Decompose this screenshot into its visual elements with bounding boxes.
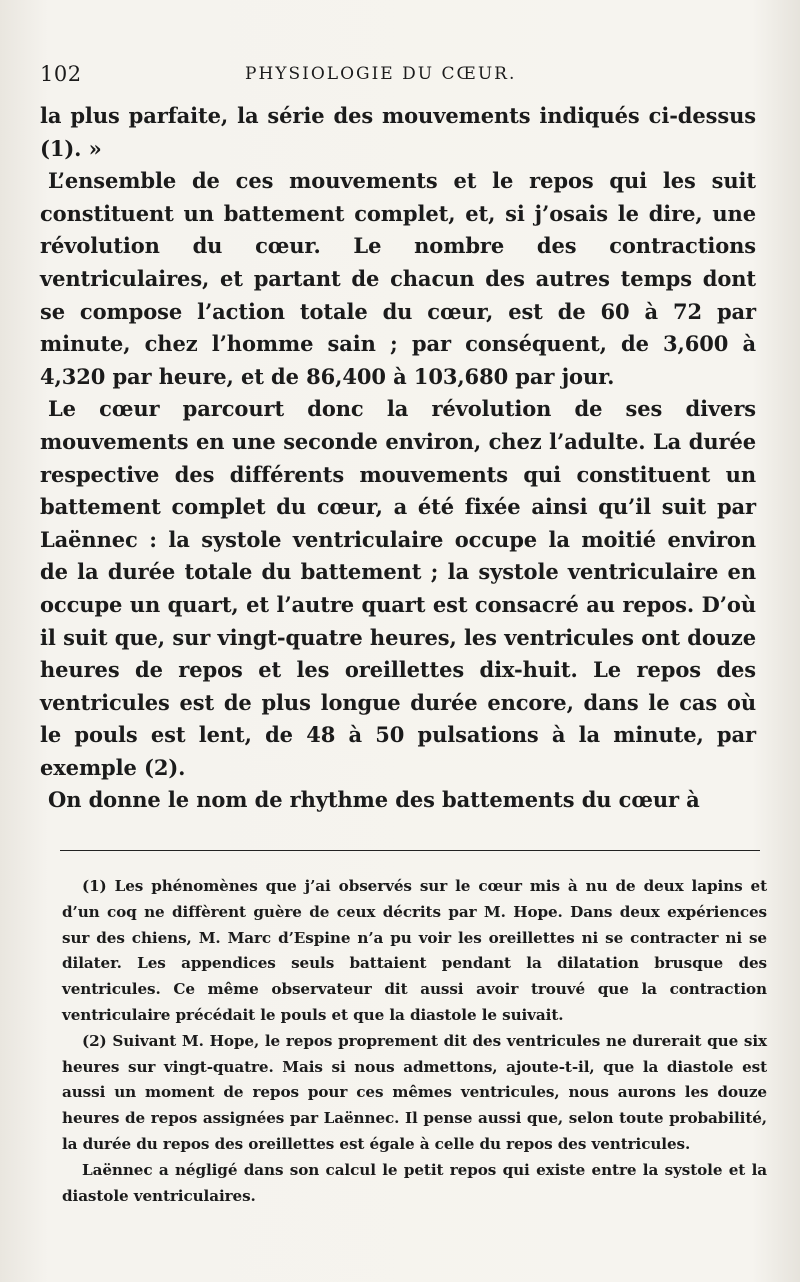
paragraph: Le cœur parcourt donc la révolution de ses divers mouvements en une seconde environ, chez l’adulte. La durée respective des différents mouvements qui constituent un battement complet du cœur, a été fixée ainsi qu’il suit par Laënnec : la systole ventriculaire occupe la moitié environ de la durée totale du battement ; la systole ventriculaire en occupe un quart, et l’autre quart est consacré au repos. D’où il suit que, sur vingt-quatre heures, les ventricules ont douze heures de repos et les oreillettes dix-huit. Le repos des ventricules est de plus longue durée encore, dans le cas où le pouls est lent, de 48 à 50 pulsations à la minute, par exemple (2).: [40, 396, 756, 780]
footnote: Laënnec a négligé dans son calcul le petit repos qui existe entre la systole et la diastole ventriculaires.: [62, 1160, 767, 1205]
paragraph: On donne le nom de rhythme des battements du cœur à: [48, 787, 700, 813]
footnote: (1) Les phénomènes que j’ai observés sur le cœur mis à nu de deux lapins et d’un coq ne diffèrent guère de ceux décrits par M. Hope. Dans deux expériences sur des chiens, M. Marc d’Espine n’a pu voir les oreillettes ni se contracter ni se dilater. Les appendices seuls battaient pendant la dilatation brusque des ventricules. Ce même observateur dit aussi avoir trouvé que la contraction ventriculaire précédait le pouls et que la diastole le suivait.: [62, 877, 767, 1024]
page-number: 102: [40, 62, 82, 86]
paragraph: L’ensemble de ces mouvements et le repos qui les suit constituent un battement complet, et, si j’osais le dire, une révolution du cœur. Le nombre des contractions ventriculaires, et partant de chacun des autres temps dont se compose l’action totale du cœur, est de 60 à 72 par minute, chez l’homme sain ; par conséquent, de 3,600 à 4,320 par heure, et de 86,400 à 103,680 par jour.: [40, 168, 756, 389]
paragraph: la plus parfaite, la série des mouvements indiqués ci-dessus (1). »: [40, 103, 756, 161]
footnotes: [62, 874, 767, 1209]
main-text: [40, 100, 756, 817]
footnote-rule: [60, 850, 760, 851]
running-head: PHYSIOLOGIE DU CŒUR.: [245, 64, 517, 84]
page-header: [40, 60, 760, 90]
footnote: (2) Suivant M. Hope, le repos proprement dit des ventricules ne durerait que six heures sur vingt-quatre. Mais si nous admettons, ajoute-t-il, que la diastole est aussi un moment de repos pour ces mêmes ventricules, nous aurons les douze heures de repos assignées par Laënnec. Il pense aussi que, selon toute probabilité, la durée du repos des oreillettes est égale à celle du repos des ventricules.: [62, 1031, 767, 1153]
